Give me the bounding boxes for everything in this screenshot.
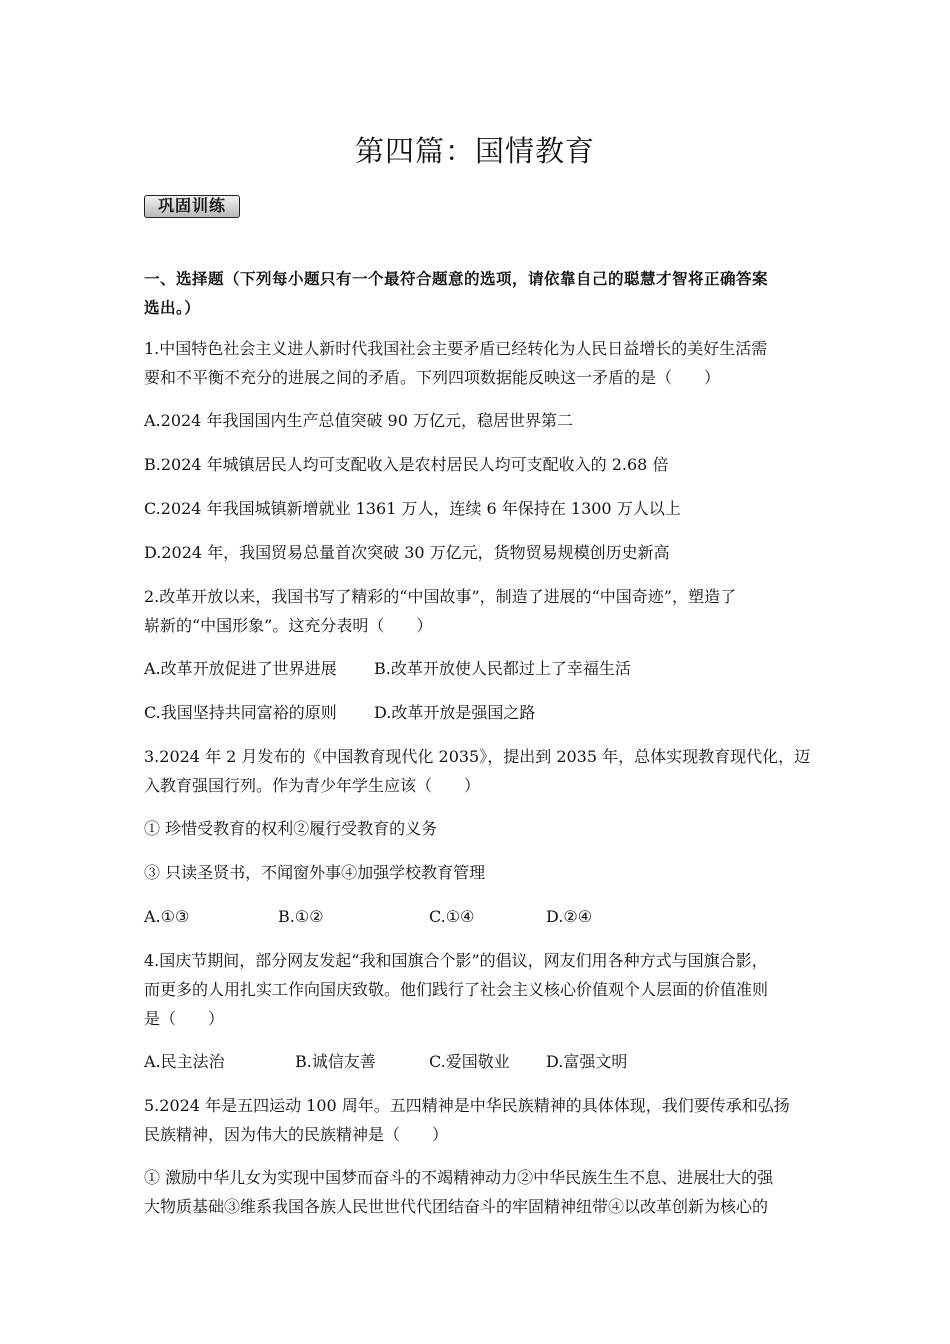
q3-option-c: C.①④ <box>429 907 475 926</box>
q3-stem-line-2: 入教育强国行列。作为青少年学生应该（ ） <box>144 776 481 795</box>
q4-stem-line-1: 4.国庆节期间，部分网友发起“我和国旗合个影”的倡议，网友们用各种方式与国旗合影， <box>144 951 768 970</box>
q4-option-a: A.民主法治 <box>144 1052 225 1071</box>
q4-option-b: B.诚信友善 <box>295 1052 376 1071</box>
q3-option-b: B.①② <box>278 907 324 926</box>
q3-statements-2: ③ 只读圣贤书，不闻窗外事④加强学校教育管理 <box>144 863 486 882</box>
q2-option-d: D.改革开放是强国之路 <box>374 703 536 722</box>
q3-stem-line-1: 3.2024 年 2 月发布的《中国教育现代化 2035》，提出到 2035 年，总体实现教育现代化，迈 <box>144 747 811 766</box>
q3-option-d: D.②④ <box>546 907 593 926</box>
q2-option-a: A.改革开放促进了世界进展 <box>144 659 337 678</box>
q5-stem-line-2: 民族精神，因为伟大的民族精神是（ ） <box>144 1125 449 1144</box>
q2-option-b: B.改革开放使人民都过上了幸福生活 <box>374 659 631 678</box>
section-header-line-2: 选出。） <box>144 299 201 317</box>
q3-option-a: A.①③ <box>144 907 190 926</box>
q1-stem-line-1: 1.中国特色社会主义进人新时代我国社会主要矛盾已经转化为人民日益增长的美好生活需 <box>144 339 768 358</box>
page-title: 第四篇：国情教育 <box>354 134 595 168</box>
q1-option-a: A.2024 年我国国内生产总值突破 90 万亿元，稳居世界第二 <box>144 411 573 430</box>
q5-statements-1: ① 激励中华儿女为实现中国梦而奋斗的不竭精神动力②中华民族生生不息、进展壮大的强 <box>144 1168 774 1187</box>
q1-stem-line-2: 要和不平衡不充分的进展之间的矛盾。下列四项数据能反映这一矛盾的是（ ） <box>144 368 721 387</box>
section-header-line-1: 一、选择题（下列每小题只有一个最符合题意的选项，请依靠自己的聪慧才智将正确答案 <box>144 270 769 288</box>
q4-option-d: D.富强文明 <box>546 1052 628 1071</box>
q4-option-c: C.爱国敬业 <box>429 1052 510 1071</box>
q2-option-c: C.我国坚持共同富裕的原则 <box>144 703 337 722</box>
q1-option-b: B.2024 年城镇居民人均可支配收入是农村居民人均可支配收入的 2.68 倍 <box>144 455 669 474</box>
q4-stem-line-2: 而更多的人用扎实工作向国庆致敬。他们践行了社会主义核心价值观个人层面的价值准则 <box>144 980 769 999</box>
section-badge: 巩固训练 <box>144 195 240 218</box>
q2-stem-line-1: 2.改革开放以来，我国书写了精彩的“中国故事”，制造了进展的“中国奇迹”，塑造了 <box>144 587 736 606</box>
q5-statements-2: 大物质基础③维系我国各族人民世世代代团结奋斗的牢固精神纽带④以改革创新为核心的 <box>144 1197 769 1216</box>
q2-stem-line-2: 崭新的“中国形象”。这充分表明（ ） <box>144 616 433 635</box>
section-header <box>144 265 814 323</box>
q1-option-c: C.2024 年我国城镇新增就业 1361 万人，连续 6 年保持在 1300 万人以上 <box>144 499 681 518</box>
q3-statements-1: ① 珍惜受教育的权利②履行受教育的义务 <box>144 819 438 838</box>
q5-stem-line-1: 5.2024 年是五四运动 100 周年。五四精神是中华民族精神的具体体现，我们要传承和弘扬 <box>144 1096 790 1115</box>
q1-option-d: D.2024 年，我国贸易总量首次突破 30 万亿元，货物贸易规模创历史新高 <box>144 543 670 562</box>
q4-stem-line-3: 是（ ） <box>144 1009 225 1028</box>
